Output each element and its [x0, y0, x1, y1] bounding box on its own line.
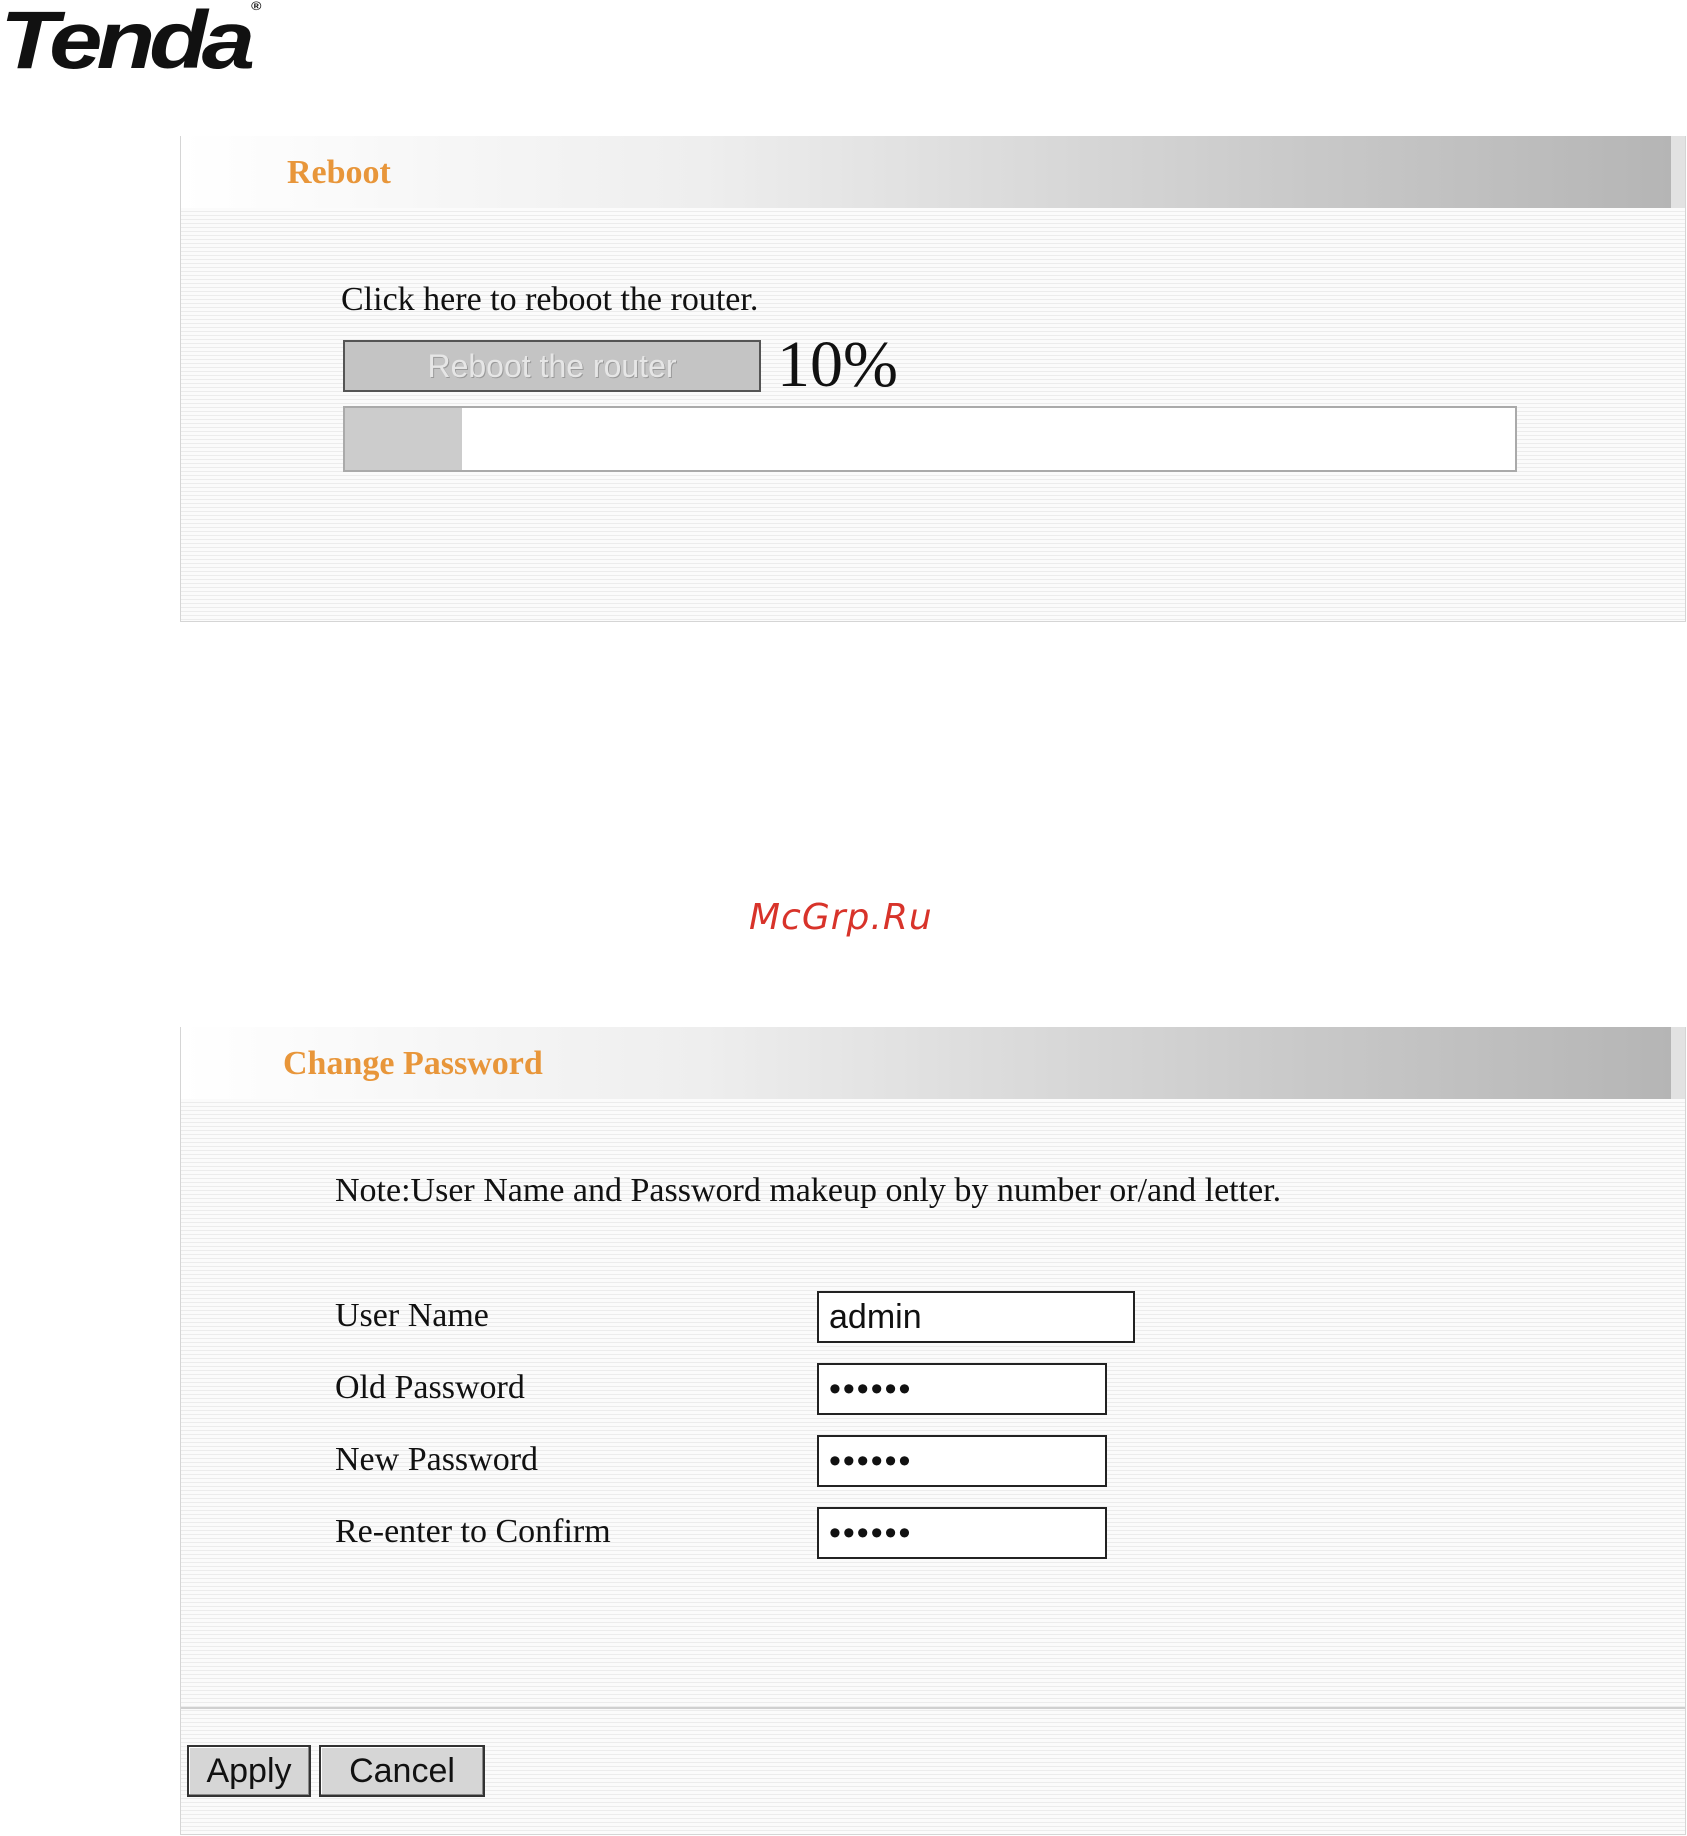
reboot-panel-header	[181, 136, 1685, 208]
change-password-panel-header	[181, 1027, 1685, 1099]
reboot-panel	[180, 136, 1686, 622]
reboot-progress-percent: 10%	[777, 328, 898, 401]
reboot-progress-bar	[343, 406, 1517, 472]
reboot-progress-fill	[345, 408, 462, 470]
confirm-password-label: Re-enter to Confirm	[335, 1513, 611, 1550]
cancel-button[interactable]: Cancel	[319, 1745, 485, 1797]
user-name-label: User Name	[335, 1297, 489, 1334]
old-password-input[interactable]	[817, 1363, 1107, 1415]
new-password-input[interactable]	[817, 1435, 1107, 1487]
tenda-logo	[0, 0, 262, 86]
button-divider	[181, 1707, 1685, 1709]
reboot-title: Reboot	[287, 154, 391, 191]
reboot-router-button[interactable]: Reboot the router	[343, 340, 761, 392]
watermark-text: McGrp.Ru	[749, 897, 933, 938]
password-note: Note:User Name and Password makeup only by number or/and letter.	[335, 1172, 1282, 1209]
user-name-input[interactable]	[817, 1291, 1135, 1343]
new-password-label: New Password	[335, 1441, 539, 1478]
old-password-label: Old Password	[335, 1369, 525, 1406]
reboot-instruction: Click here to reboot the router.	[341, 281, 759, 318]
change-password-title: Change Password	[283, 1045, 543, 1082]
registered-mark: ®	[251, 0, 262, 13]
logo-text: Tenda	[0, 0, 250, 86]
change-password-panel	[180, 1027, 1686, 1835]
apply-button[interactable]: Apply	[187, 1745, 311, 1797]
confirm-password-input[interactable]	[817, 1507, 1107, 1559]
